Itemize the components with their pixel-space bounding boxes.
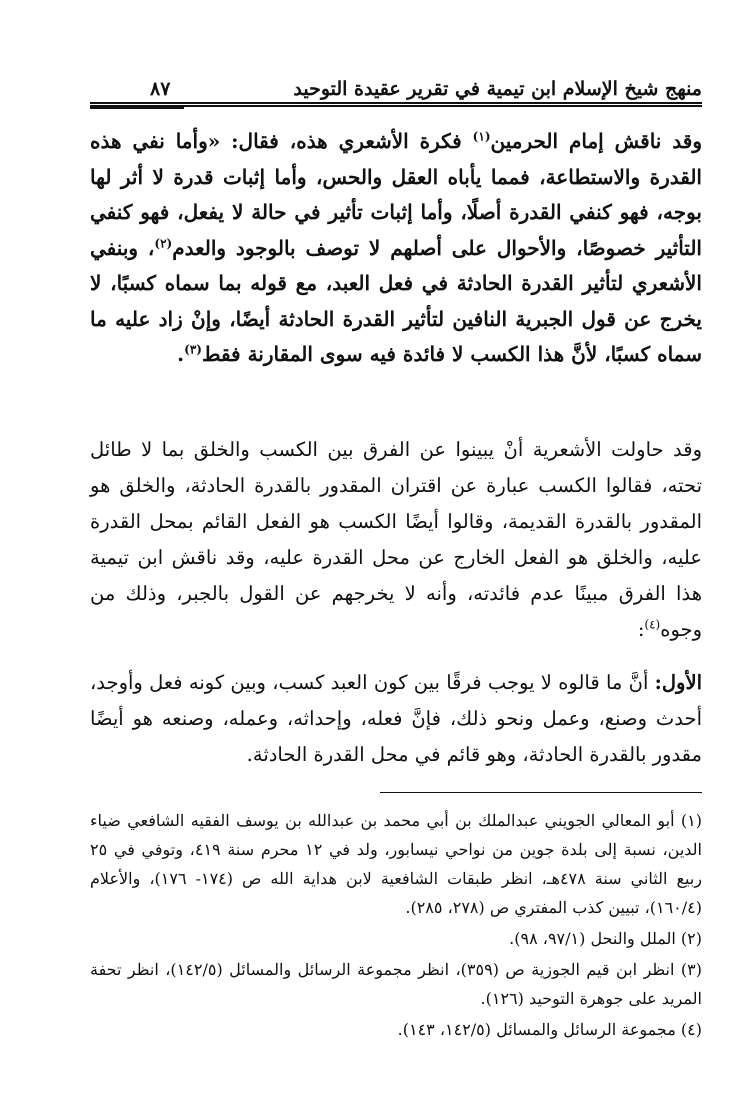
quote-text-1: وقد ناقش إمام الحرمين bbox=[490, 129, 703, 153]
footnote-1: (١) أبو المعالي الجويني عبدالملك بن أبي محمد بن عبدالله بن يوسف الفقيه الشافعي ضياء الدين، نسبة إلى بلدة جوين من نواحي نيسابور، ولد في ١٢ محرم سنة ٤١٩، وتوفي في ٢٥ ربيع الثاني سنة ٤٧٨هـ، انظر طبقات الشافعية لابن هداية الله ص (١٧٤- ١٧٦)، والأعلام (١٦٠/٤)، تبيين كذب المفتري ص (٢٧٨، ٢٨٥). bbox=[90, 811, 703, 917]
body-paragraph-1 bbox=[90, 432, 702, 648]
body-paragraph-2 bbox=[90, 665, 702, 773]
quote-text-3: ، وبنفي الأشعري لتأثير القدرة الحادثة في فعل العبد، مع قوله بما سماه كسبًا، لا يخرج عن قول الجبرية النافين لتأثير القدرة الحادثة أيضًا، وإنْ زاد عليه ما سماه كسبًا، لأنَّ هذا الكسب لا فائدة فيه سوى المقارنة فقط bbox=[90, 235, 702, 366]
body-text-1-end: : bbox=[637, 618, 645, 641]
footnote-ref-2[interactable]: (٢) bbox=[154, 235, 173, 250]
page-number: ٨٧ bbox=[150, 78, 171, 100]
page-number-rule bbox=[90, 106, 184, 109]
point-lead: الأول: bbox=[654, 671, 702, 694]
footnote-ref-1[interactable]: (١) bbox=[472, 129, 491, 144]
footnotes bbox=[90, 806, 702, 1046]
body-text-2: أنَّ ما قالوه لا يوجب فرقًا بين كون العبد كسب، وبين كونه فعل وأوجد، أحدث وصنع، وعمل ونحو ذلك، فإنَّ فعله، وإحداثه، وعمله، وصنعه هو أيضًا مقدور بالقدرة الحادثة، وهو قائم في محل القدرة الحادثة. bbox=[90, 671, 702, 766]
quote-text-4: . bbox=[177, 342, 185, 366]
footnote-separator bbox=[380, 792, 702, 793]
footnote-ref-4[interactable]: (٤) bbox=[644, 617, 661, 632]
quote-text-2: فكرة الأشعري هذه، فقال: «وأما نفي هذه القدرة والاستطاعة، فمما يأباه العقل والحس، وأما إثبات قدرة لا أثر لها بوجه، فهو كنفي القدرة أصلًا، وأما إثبات تأثير في حالة لا يفعل، فهو كنفي التأثير خصوصًا، والأحوال على أصلهم لا توصف بالوجود والعدم bbox=[90, 129, 702, 260]
body-text-1: وقد حاولت الأشعرية أنْ يبينوا عن الفرق بين الكسب والخلق بما لا طائل تحته، فقالوا الكسب عبارة عن اقتران المقدور بالقدرة الحادثة، والخلق هو المقدور بالقدرة القديمة، وقالوا أيضًا الكسب هو الفعل القائم بمحل القدرة عليه، والخلق هو الفعل الخارج عن محل القدرة عليه، وقد ناقش ابن تيمية هذا الفرق مبينًا عدم فائدته، وأنه لا يخرجهم عن القول بالجبر، وذلك من وجوه bbox=[90, 438, 702, 641]
quoted-paragraph bbox=[90, 124, 702, 373]
footnote-2: (٢) الملل والنحل (٩٧/١، ٩٨). bbox=[509, 929, 702, 948]
footnote-3: (٣) انظر ابن قيم الجوزية ص (٣٥٩)، انظر مجموعة الرسائل والمسائل (١٤٢/٥)، انظر تحفة المريد على جوهرة التوحيد (١٢٦). bbox=[90, 960, 702, 1008]
footnote-ref-3[interactable]: (٣) bbox=[184, 342, 202, 357]
footnote-4: (٤) مجموعة الرسائل والمسائل (١٤٢/٥، ١٤٣). bbox=[397, 1020, 702, 1039]
running-title: منهج شيخ الإسلام ابن تيمية في تقرير عقيدة التوحيد bbox=[293, 78, 702, 100]
